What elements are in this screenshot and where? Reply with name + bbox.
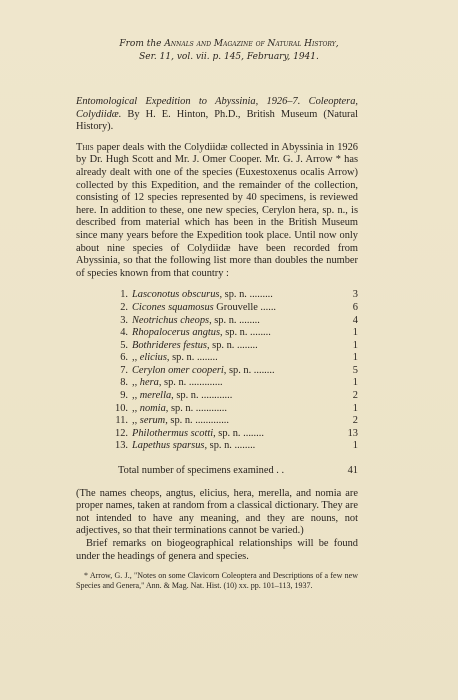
species-count: 2 xyxy=(352,415,358,427)
species-name xyxy=(132,415,336,428)
species-count: 1 xyxy=(352,327,358,339)
species-binomial: Bothrideres festus xyxy=(132,339,207,351)
species-name xyxy=(132,340,336,353)
species-suffix: , sp. n. ........ xyxy=(209,314,260,326)
species-name xyxy=(132,289,336,302)
total-count: 41 xyxy=(347,465,358,477)
species-row xyxy=(76,403,358,416)
species-binomial: Cicones squamosus xyxy=(132,301,214,313)
species-number: 8. xyxy=(120,377,128,389)
species-suffix: , sp. n. ......... xyxy=(219,289,273,301)
species-suffix: , sp. n. ........ xyxy=(166,352,218,364)
species-suffix: , sp. n. ........ xyxy=(204,440,256,452)
species-count: 2 xyxy=(352,390,358,402)
species-number: 7. xyxy=(120,364,128,376)
species-suffix: , sp. n. ............ xyxy=(165,402,227,414)
article-title: Entomological Expedition to Abyssinia, 1926–7. Coleoptera, Colydiidæ. xyxy=(76,96,358,120)
species-name xyxy=(132,440,336,453)
species-binomial: Philothermus scotti xyxy=(132,427,214,439)
species-row xyxy=(76,302,358,315)
species-number: 10. xyxy=(115,402,128,414)
species-name xyxy=(132,327,336,340)
species-number: 12. xyxy=(115,427,128,439)
article-body xyxy=(76,96,358,591)
species-binomial: ,, elicius xyxy=(132,352,167,364)
species-name xyxy=(132,377,336,390)
species-suffix: , sp. n. ........ xyxy=(213,427,264,439)
species-suffix: , sp. n. ............. xyxy=(158,377,223,389)
species-row xyxy=(76,390,358,403)
species-row xyxy=(76,289,358,302)
species-binomial: Neotrichus cheops xyxy=(132,314,210,326)
remarks-paragraph: Brief remarks on biogeographical relationships will be found under the headings of genera and species. xyxy=(76,538,358,562)
species-count: 1 xyxy=(352,402,358,414)
species-number: 1. xyxy=(120,289,128,301)
species-binomial: Cerylon omer cooperi xyxy=(132,364,224,376)
species-binomial: ,, serum xyxy=(132,415,166,427)
species-count: 1 xyxy=(352,377,358,389)
species-row xyxy=(76,340,358,353)
species-suffix: , sp. n. ............ xyxy=(171,390,233,402)
species-number: 5. xyxy=(120,339,128,351)
species-binomial: ,, nomia xyxy=(132,402,166,414)
species-row xyxy=(76,365,358,378)
source-prefix: From the xyxy=(119,39,162,49)
intro-text: paper deals with the Colydiidæ collected in Abyssinia in 1926 by Dr. Hugh Scott and Mr. J. Omer Cooper. Mr. G. J. Arrow * has already dealt with one of the species (Euxestoxenus ocalis Arrow) collected by this Expedition, and the remainder of the collection, consisting of 12 species represented by 40 specimens, is reviewed here. In addition to these, one new species, Cerylon hera, sp. n., is described from material which has been in the British Museum since many years before the Expedition took place. Until now only about nine species of Colydiidæ have been recorded from Abyssinia, so that the following list more than doubles the number of species known from that country : xyxy=(76,141,358,279)
species-name xyxy=(132,390,336,403)
species-number: 4. xyxy=(120,327,128,339)
article-author: By H. E. Hinton, Ph.D., British Museum (Natural History). xyxy=(76,108,358,133)
source-journal: Annals and Magazine of Natural History xyxy=(164,39,336,49)
footnote: * Arrow, G. J., "Notes on some Clavicorn Coleoptera and Descriptions of a few new Species and Genera," Ann. & Mag. Nat. Hist. (10) xx. pp. 101–113, 1937. xyxy=(76,571,358,591)
species-count: 4 xyxy=(352,314,358,326)
source-citation: From the Annals and Magazine of Natural History, Ser. 11, vol. vii. p. 145, February, 1941. xyxy=(0,38,458,64)
species-count: 13 xyxy=(347,427,358,439)
species-row xyxy=(76,428,358,441)
species-name xyxy=(132,302,336,315)
species-binomial: Lasconotus obscurus xyxy=(132,289,220,301)
total-label: Total number of specimens examined . . xyxy=(118,465,285,477)
article-heading xyxy=(76,96,358,134)
species-name xyxy=(132,315,336,328)
species-count: 1 xyxy=(352,352,358,364)
species-number: 2. xyxy=(120,301,128,313)
species-count: 1 xyxy=(352,339,358,351)
species-row xyxy=(76,415,358,428)
species-number: 11. xyxy=(115,415,128,427)
species-count: 6 xyxy=(352,301,358,313)
species-suffix: , sp. n. ........ xyxy=(220,327,271,339)
intro-paragraph xyxy=(76,142,358,281)
species-number: 6. xyxy=(120,352,128,364)
species-row xyxy=(76,377,358,390)
species-binomial: ,, merella xyxy=(132,390,172,402)
species-name xyxy=(132,428,336,441)
species-number: 3. xyxy=(120,314,128,326)
total-row xyxy=(76,465,358,478)
species-row xyxy=(76,352,358,365)
species-name xyxy=(132,352,336,365)
species-count: 3 xyxy=(352,289,358,301)
species-number: 9. xyxy=(120,390,128,402)
species-list xyxy=(76,289,358,453)
species-count: 5 xyxy=(352,364,358,376)
species-suffix: , sp. n. ............. xyxy=(165,415,229,427)
species-binomial: ,, hera xyxy=(132,377,159,389)
species-suffix: Grouvelle ...... xyxy=(213,301,277,313)
species-row xyxy=(76,440,358,453)
species-name xyxy=(132,365,336,378)
species-number: 13. xyxy=(115,440,128,452)
names-note: (The names cheops, angtus, elicius, hera, merella, and nomia are proper names, taken at random from a classical dictionary. They are not intended to have any meaning, and they are nouns, not adjectives, so that their terminations cannot be varied.) xyxy=(76,487,358,537)
species-binomial: Rhopalocerus angtus xyxy=(132,327,221,339)
species-count: 1 xyxy=(352,440,358,452)
species-row xyxy=(76,315,358,328)
source-reference: Ser. 11, vol. vii. p. 145, February, 1941. xyxy=(139,52,319,62)
lead-word: This xyxy=(76,141,94,153)
species-row xyxy=(76,327,358,340)
species-suffix: , sp. n. ........ xyxy=(223,364,275,376)
species-suffix: , sp. n. ........ xyxy=(206,339,258,351)
species-name xyxy=(132,403,336,416)
species-binomial: Lapethus sparsus xyxy=(132,440,205,452)
